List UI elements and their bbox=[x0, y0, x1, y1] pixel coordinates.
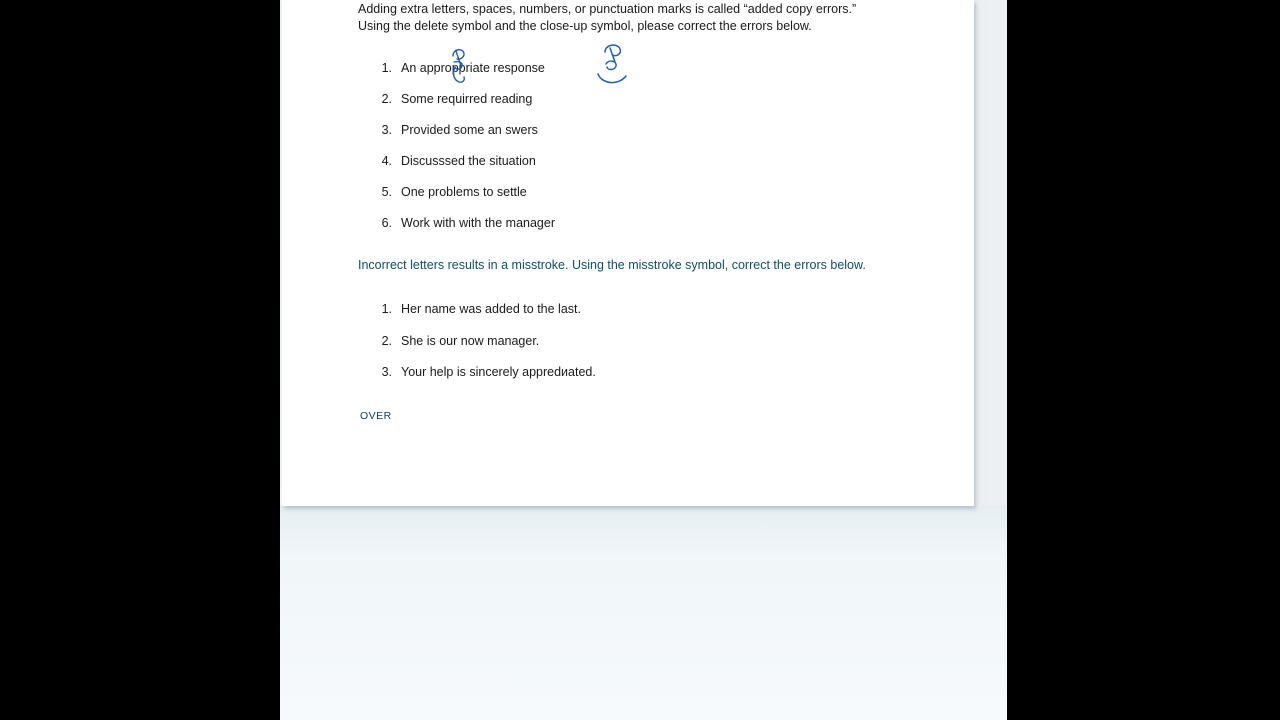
item-number: 2. bbox=[381, 92, 392, 106]
item-text: Discusssed the situation bbox=[401, 154, 536, 168]
item-number: 3. bbox=[381, 123, 392, 137]
item-text: Work with with the manager bbox=[401, 216, 555, 230]
delete-mark-2 bbox=[596, 40, 630, 90]
document-capture bbox=[280, 0, 1007, 720]
worksheet-page bbox=[282, 0, 974, 506]
item-text: Provided some an swers bbox=[401, 123, 538, 137]
item-number: 2. bbox=[381, 333, 392, 348]
item-text: She is our now manager. bbox=[401, 333, 540, 348]
instructions-added-copy-errors: Adding extra letters, spaces, numbers, or punctuation marks is called “added copy errors.” Using the delete symbol and the close-up symbol, please correct the errors below. bbox=[358, 2, 857, 33]
item-text: Your help is sincerely appredиated. bbox=[401, 365, 596, 379]
item-number: 1. bbox=[381, 61, 392, 75]
item-text: Her name was added to the last. bbox=[401, 302, 581, 316]
item-number: 5. bbox=[381, 185, 392, 199]
instructions-misstroke: Incorrect letters results in a misstroke. Using the misstroke symbol, correct the errors below. bbox=[358, 258, 866, 272]
item-text: One problems to settle bbox=[401, 185, 527, 199]
desk-surface bbox=[280, 505, 1007, 720]
over-label: OVER bbox=[360, 410, 392, 422]
item-number: 4. bbox=[381, 154, 392, 168]
item-number: 6. bbox=[381, 216, 392, 230]
item-number: 1. bbox=[381, 302, 392, 316]
item-text: Some requirred reading bbox=[401, 92, 533, 106]
item-text: An approppriate response bbox=[401, 61, 545, 75]
item-number: 3. bbox=[381, 365, 392, 379]
